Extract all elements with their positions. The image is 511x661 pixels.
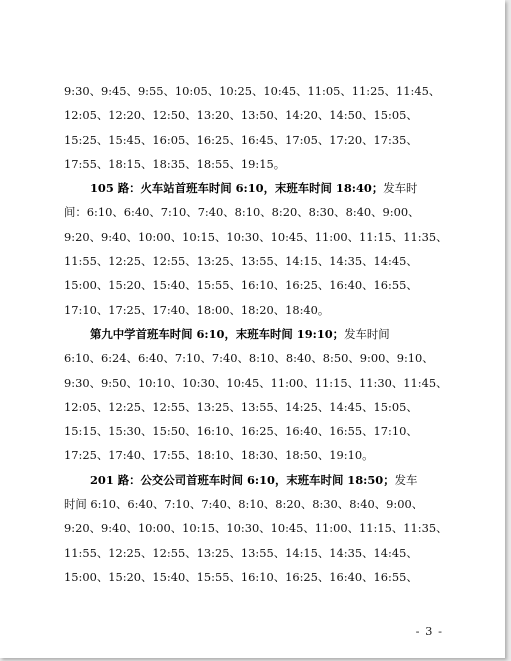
document-body <box>64 79 450 589</box>
timetable-line: 时间 6:10、6:40、7:10、7:40、8:10、8:20、8:30、8:40、9:00、 <box>64 497 424 512</box>
ninth-middle-school-heading: 第九中学首班车时间 6:10，末班车时间 19:10； <box>90 326 345 341</box>
route-105-paragraph <box>64 176 450 322</box>
route-201-heading: 201 路：公交公司首班车时间 6:10，末班车时间 18:50； <box>90 472 395 487</box>
timetable-line: 间：6:10、6:40、7:10、7:40、8:10、8:20、8:30、8:40、9:00、 <box>64 205 420 220</box>
route-105-heading: 105 路：火车站首班车时间 6:10，末班车时间 18:40； <box>90 181 384 196</box>
timetable-line: 发车 <box>394 472 418 487</box>
timetable-line: 15:00、15:20、15:40、15:55、16:10、16:25、16:40、16:55、 <box>64 569 418 584</box>
timetable-line: 9:20、9:40、10:00、10:15、10:30、10:45、11:00、11:15、11:35、 <box>64 229 448 244</box>
timetable-line: 9:30、9:50、10:10、10:30、10:45、11:00、11:15、11:30、11:45、 <box>64 375 448 390</box>
timetable-line: 17:55、18:15、18:35、18:55、19:15。 <box>64 156 286 171</box>
timetable-line: 15:15、15:30、15:50、16:10、16:25、16:40、16:55、17:10、 <box>64 424 418 439</box>
timetable-line: 9:30、9:45、9:55、10:05、10:25、10:45、11:05、11:25、11:45、 <box>64 84 441 98</box>
timetable-line: 15:00、15:20、15:40、15:55、16:10、16:25、16:40、16:55、 <box>64 278 418 293</box>
timetable-line: 发车时间 <box>344 326 390 341</box>
timetable-line: 15:25、15:45、16:05、16:25、16:45、17:05、17:20、17:35、 <box>64 132 418 147</box>
ninth-middle-school-paragraph <box>64 322 450 468</box>
timetable-line: 12:05、12:20、12:50、13:20、13:50、14:20、14:50、15:05、 <box>64 108 418 123</box>
route-201-paragraph <box>64 468 450 589</box>
timetable-line: 11:55、12:25、12:55、13:25、13:55、14:15、14:35、14:45、 <box>64 545 418 560</box>
timetable-line: 12:05、12:25、12:55、13:25、13:55、14:25、14:45、15:05、 <box>64 399 418 414</box>
timetable-line: 17:10、17:25、17:40、18:00、18:20、18:40。 <box>64 302 330 317</box>
timetable-line: 6:10、6:24、6:40、7:10、7:40、8:10、8:40、8:50、9:00、9:10、 <box>64 351 434 366</box>
timetable-line: 11:55、12:25、12:55、13:25、13:55、14:15、14:35、14:45、 <box>64 254 418 269</box>
page-number: - 3 - <box>415 624 443 638</box>
timetable-paragraph-continued <box>64 79 450 176</box>
timetable-line: 发车时 <box>383 181 418 196</box>
timetable-line: 17:25、17:40、17:55、18:10、18:30、18:50、19:10。 <box>64 448 374 463</box>
timetable-line: 9:20、9:40、10:00、10:15、10:30、10:45、11:00、11:15、11:35、 <box>64 521 448 536</box>
